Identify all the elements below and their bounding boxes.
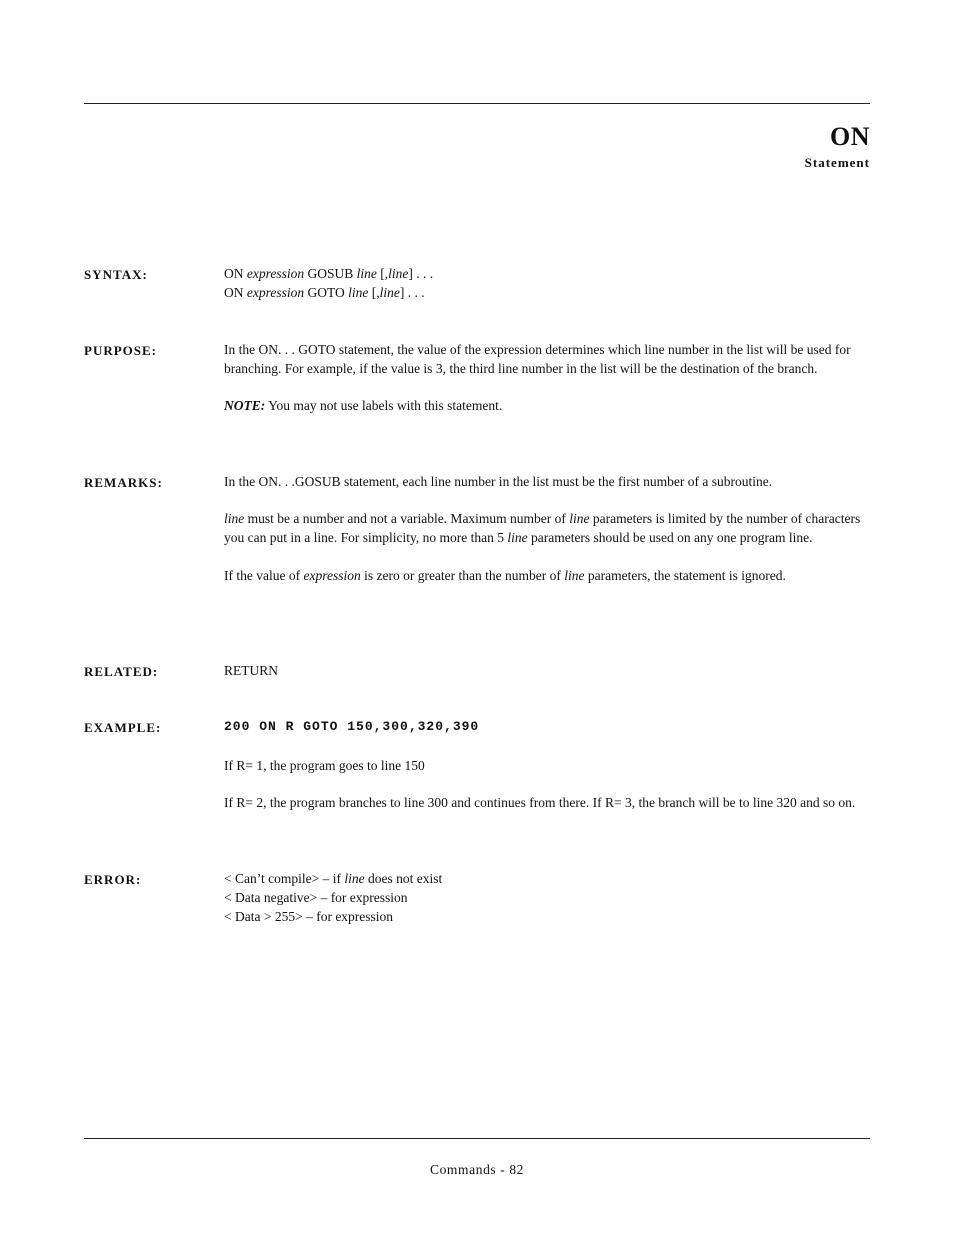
page-title: ON (830, 122, 870, 151)
remarks-paragraph-3 (224, 567, 870, 586)
remarks-italic: line (507, 530, 528, 546)
error-text: does not exist (364, 871, 443, 886)
note-label: NOTE: (224, 398, 266, 414)
note-text: You may not use labels with this statement. (265, 398, 503, 414)
remarks-label: REMARKS: (84, 475, 163, 490)
remarks-text: must be a number and not a variable. Maximum number of (244, 511, 570, 527)
example-paragraph-1: If R= 1, the program goes to line 150 (224, 757, 425, 773)
syntax-text: GOTO (304, 284, 349, 300)
syntax-italic: line (388, 266, 409, 281)
error-item: < Data > 255> – for expression (224, 908, 394, 924)
syntax-line (224, 265, 870, 284)
syntax-text: ON (224, 284, 247, 300)
remarks-text: If the value of (224, 567, 304, 583)
page-footer: Commands - 82 (429, 1162, 525, 1177)
purpose-body (224, 341, 870, 416)
syntax-italic: line (379, 284, 400, 300)
syntax-text: ON (224, 266, 247, 281)
purpose-label: PURPOSE: (84, 343, 157, 358)
example-label: EXAMPLE: (84, 720, 162, 735)
syntax-italic: line (348, 284, 369, 300)
remarks-body (224, 473, 870, 585)
purpose-paragraph: In the ON. . . GOTO statement, the value of the expression determines which line number in the list will be used for branching. For example, if the value is 3, the third line number in the list will be the destination of the branch. (224, 342, 851, 376)
syntax-body (224, 265, 870, 303)
syntax-label: SYNTAX: (84, 267, 148, 282)
bottom-rule (84, 1138, 870, 1139)
error-label: ERROR: (84, 872, 142, 887)
syntax-italic: expression (246, 266, 305, 281)
remarks-paragraph-2 (224, 510, 870, 548)
syntax-text: ] . . . (399, 284, 425, 300)
syntax-text: GOSUB (304, 266, 357, 281)
syntax-line (224, 284, 870, 303)
remarks-text: parameters should be used on any one program line. (527, 530, 813, 546)
example-paragraph-2: If R= 2, the program branches to line 300 and continues from there. If R= 3, the branch will be to line 320 and so on. (224, 795, 856, 811)
error-item: < Data negative> – for expression (224, 889, 408, 905)
syntax-italic: expression (246, 284, 305, 300)
related-label: RELATED: (84, 664, 159, 679)
remarks-text: is zero or greater than the number of (360, 567, 565, 583)
example-code: 200 ON R GOTO 150,300,320,390 (224, 719, 480, 734)
remarks-paragraph-1: In the ON. . .GOSUB statement, each line number in the list must be the first number of a subroutine. (224, 474, 773, 489)
remarks-text: parameters is limited by the number of characters you can put in a line. For simplicity, no more than 5 (224, 511, 861, 546)
remarks-italic: line (569, 511, 590, 527)
header (805, 122, 870, 172)
error-body (224, 870, 870, 926)
purpose-note (224, 397, 870, 416)
related-body (224, 662, 870, 681)
page-subtitle: Statement (804, 155, 870, 170)
error-text: < Can’t compile> – if (224, 871, 345, 886)
remarks-italic: line (224, 511, 245, 527)
syntax-text: [, (368, 284, 380, 300)
remarks-italic: line (564, 567, 585, 583)
remarks-text: parameters, the statement is ignored. (584, 567, 786, 583)
syntax-text: [, (376, 266, 389, 281)
related-text: RETURN (224, 663, 278, 678)
remarks-italic: expression (303, 567, 361, 583)
top-rule (84, 103, 870, 104)
syntax-text: ] . . . (408, 266, 434, 281)
example-body (224, 718, 870, 813)
error-item (224, 870, 870, 889)
error-italic: line (344, 871, 365, 886)
syntax-italic: line (356, 266, 377, 281)
